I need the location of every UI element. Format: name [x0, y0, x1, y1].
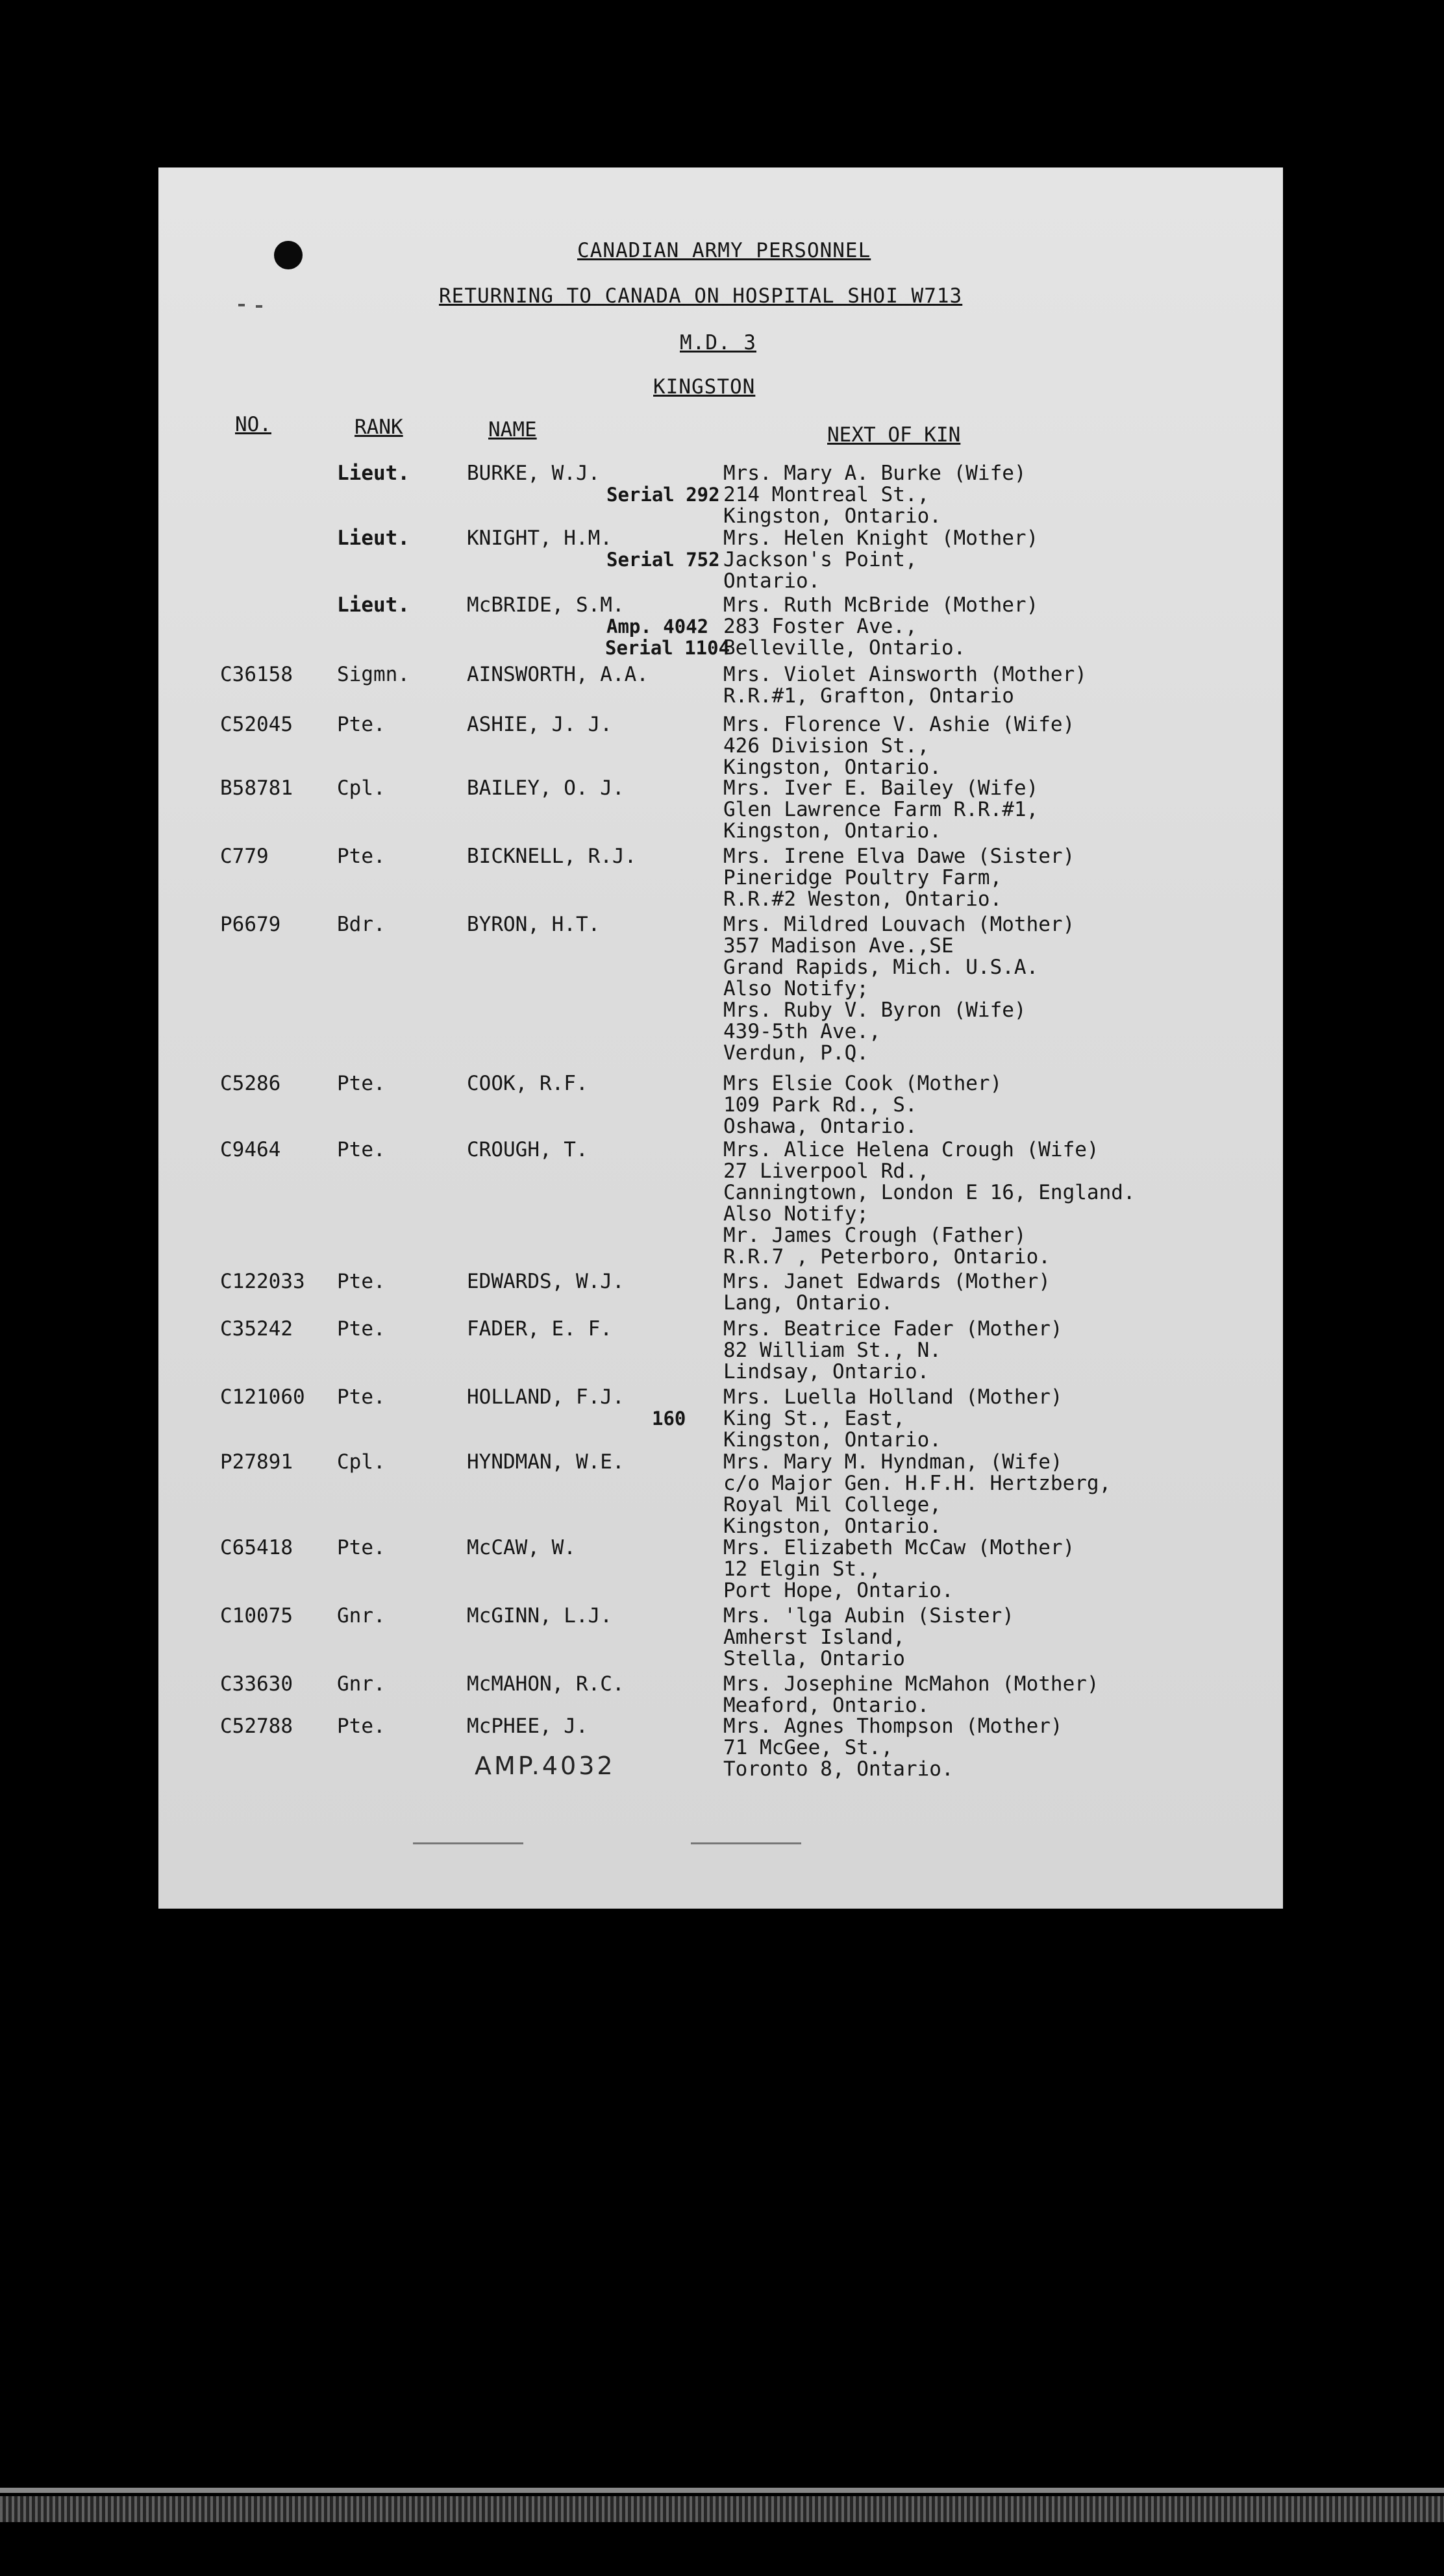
- soldier-name: McPHEE, J.: [467, 1715, 588, 1738]
- next-of-kin: [723, 1537, 1075, 1602]
- kin-line: Lindsay, Ontario.: [723, 1360, 930, 1383]
- next-of-kin: [723, 1605, 1014, 1670]
- rank: Lieut.: [337, 593, 410, 617]
- kin-line: Kingston, Ontario.: [723, 756, 941, 779]
- soldier-name: KNIGHT, H.M.: [467, 526, 612, 550]
- kin-line: 357 Madison Ave.,SE: [723, 934, 954, 958]
- service-number: P6679: [220, 913, 281, 936]
- rank: Pte.: [337, 1072, 386, 1095]
- kin-line: Mrs. Beatrice Fader (Mother): [723, 1317, 1063, 1341]
- soldier-name: COOK, R.F.: [467, 1072, 588, 1095]
- next-of-kin: [723, 1387, 1063, 1451]
- next-of-kin: [723, 463, 1027, 527]
- rank: Cpl.: [337, 1450, 386, 1474]
- doc-subtitle: RETURNING TO CANADA ON HOSPITAL SHOI W713: [439, 284, 963, 308]
- kin-line: Pineridge Poultry Farm,: [723, 866, 1002, 889]
- street-number: 160: [652, 1407, 686, 1430]
- service-number: C36158: [220, 663, 293, 686]
- kin-line: Mrs. Janet Edwards (Mother): [723, 1270, 1051, 1293]
- serial-number: Serial 752: [606, 549, 720, 571]
- service-number: C33630: [220, 1672, 293, 1696]
- rank: Pte.: [337, 845, 386, 868]
- kin-line: Kingston, Ontario.: [723, 1428, 941, 1452]
- col-header-rank: RANK: [355, 415, 403, 439]
- kin-line: Amherst Island,: [723, 1626, 905, 1649]
- soldier-name: CROUGH, T.: [467, 1138, 588, 1161]
- kin-line: Mrs. Florence V. Ashie (Wife): [723, 713, 1075, 736]
- kin-line: Mrs. Violet Ainsworth (Mother): [723, 663, 1087, 686]
- kin-line: Verdun, P.Q.: [723, 1041, 869, 1065]
- kin-line: 109 Park Rd., S.: [723, 1093, 917, 1117]
- kin-line: 439-5th Ave.,: [723, 1020, 881, 1043]
- rank: Sigmn.: [337, 663, 410, 686]
- service-number: C52788: [220, 1715, 293, 1738]
- soldier-name: McMAHON, R.C.: [467, 1672, 625, 1696]
- divider: [413, 1842, 523, 1844]
- city: KINGSTON: [653, 375, 756, 399]
- soldier-name: HOLLAND, F.J.: [467, 1385, 625, 1409]
- kin-line: Glen Lawrence Farm R.R.#1,: [723, 798, 1039, 821]
- kin-line: Mrs. Josephine McMahon (Mother): [723, 1672, 1099, 1696]
- kin-line: Mrs. Luella Holland (Mother): [723, 1385, 1063, 1409]
- soldier-name: McCAW, W.: [467, 1536, 576, 1559]
- soldier-name: BICKNELL, R.J.: [467, 845, 637, 868]
- kin-line: Royal Mil College,: [723, 1493, 941, 1517]
- kin-line: Mrs. Mildred Louvach (Mother): [723, 913, 1075, 936]
- soldier-name: BYRON, H.T.: [467, 913, 601, 936]
- kin-line: Meaford, Ontario.: [723, 1694, 930, 1717]
- film-strip: [0, 2496, 1444, 2522]
- kin-line: R.R.#2 Weston, Ontario.: [723, 887, 1002, 911]
- kin-line: Mrs. Mary M. Hyndman, (Wife): [723, 1450, 1063, 1474]
- service-number: C122033: [220, 1270, 305, 1293]
- rank: Lieut.: [337, 526, 410, 550]
- kin-line: Port Hope, Ontario.: [723, 1579, 954, 1602]
- next-of-kin: [723, 778, 1038, 842]
- next-of-kin: [723, 595, 1038, 659]
- rank: Gnr.: [337, 1672, 386, 1696]
- kin-line: Stella, Ontario: [723, 1647, 905, 1670]
- serial-number: Amp. 4042: [606, 615, 709, 638]
- rank: Cpl.: [337, 776, 386, 800]
- kin-line: Mrs. Helen Knight (Mother): [723, 526, 1039, 550]
- kin-line: c/o Major Gen. H.F.H. Hertzberg,: [723, 1472, 1112, 1495]
- divider: [691, 1842, 801, 1844]
- kin-line: Mrs Elsie Cook (Mother): [723, 1072, 1002, 1095]
- film-edge: [0, 2488, 1444, 2493]
- soldier-name: McGINN, L.J.: [467, 1604, 612, 1628]
- kin-line: Toronto 8, Ontario.: [723, 1757, 954, 1781]
- rank: Gnr.: [337, 1604, 386, 1628]
- amp-number: AMP.4032: [475, 1752, 616, 1780]
- next-of-kin: [723, 846, 1075, 910]
- next-of-kin: [723, 1674, 1099, 1716]
- rank: Pte.: [337, 1317, 386, 1341]
- soldier-name: EDWARDS, W.J.: [467, 1270, 625, 1293]
- kin-line: 283 Foster Ave.,: [723, 615, 917, 638]
- rank: Bdr.: [337, 913, 386, 936]
- soldier-name: AINSWORTH, A.A.: [467, 663, 649, 686]
- kin-line: Ontario.: [723, 569, 821, 593]
- soldier-name: HYNDMAN, W.E.: [467, 1450, 625, 1474]
- kin-line: 426 Division St.,: [723, 734, 930, 758]
- service-number: C121060: [220, 1385, 305, 1409]
- kin-line: Grand Rapids, Mich. U.S.A.: [723, 956, 1039, 979]
- kin-line: Also Notify;: [723, 977, 869, 1000]
- kin-line: King St., East,: [723, 1407, 905, 1430]
- next-of-kin: [723, 1073, 1002, 1137]
- col-header-no: NO.: [235, 413, 271, 436]
- scan-mark: [256, 305, 262, 308]
- rank: Lieut.: [337, 462, 410, 485]
- next-of-kin: [723, 1271, 1051, 1314]
- rank: Pte.: [337, 713, 386, 736]
- rank: Pte.: [337, 1715, 386, 1738]
- next-of-kin: [723, 528, 1038, 592]
- next-of-kin: [723, 714, 1075, 778]
- service-number: C779: [220, 845, 269, 868]
- kin-line: Mrs. Alice Helena Crough (Wife): [723, 1138, 1099, 1161]
- service-number: C35242: [220, 1317, 293, 1341]
- doc-title: CANADIAN ARMY PERSONNEL: [577, 239, 871, 262]
- next-of-kin: [723, 664, 1087, 707]
- soldier-name: ASHIE, J. J.: [467, 713, 612, 736]
- scan-mark: [238, 304, 245, 306]
- next-of-kin: [723, 914, 1075, 1064]
- rank: Pte.: [337, 1385, 386, 1409]
- service-number: C52045: [220, 713, 293, 736]
- kin-line: Mrs. Elizabeth McCaw (Mother): [723, 1536, 1075, 1559]
- serial-number: Serial 292: [606, 484, 720, 506]
- document-page: [158, 167, 1283, 1909]
- next-of-kin: [723, 1139, 1136, 1268]
- kin-line: 71 McGee, St.,: [723, 1736, 893, 1759]
- rank: Pte.: [337, 1536, 386, 1559]
- col-header-kin: NEXT OF KIN: [827, 423, 961, 447]
- kin-line: 82 William St., N.: [723, 1339, 941, 1362]
- kin-line: Mrs. Ruth McBride (Mother): [723, 593, 1039, 617]
- kin-line: Mrs. Irene Elva Dawe (Sister): [723, 845, 1075, 868]
- next-of-kin: [723, 1452, 1111, 1537]
- kin-line: Jackson's Point,: [723, 548, 917, 571]
- kin-line: Mrs. Iver E. Bailey (Wife): [723, 776, 1039, 800]
- kin-line: Mrs. 'lga Aubin (Sister): [723, 1604, 1014, 1628]
- col-header-name: NAME: [488, 418, 537, 441]
- kin-line: Lang, Ontario.: [723, 1291, 893, 1315]
- soldier-name: BURKE, W.J.: [467, 462, 601, 485]
- kin-line: Belleville, Ontario.: [723, 636, 966, 660]
- service-number: C65418: [220, 1536, 293, 1559]
- serial-number: Serial 1104: [605, 637, 730, 659]
- service-number: C10075: [220, 1604, 293, 1628]
- soldier-name: McBRIDE, S.M.: [467, 593, 625, 617]
- kin-line: Mrs. Mary A. Burke (Wife): [723, 462, 1027, 485]
- kin-line: R.R.#1, Grafton, Ontario: [723, 684, 1014, 708]
- kin-line: Kingston, Ontario.: [723, 504, 941, 528]
- kin-line: Mrs. Agnes Thompson (Mother): [723, 1715, 1063, 1738]
- rank: Pte.: [337, 1270, 386, 1293]
- kin-line: Mrs. Ruby V. Byron (Wife): [723, 998, 1027, 1022]
- district: M.D. 3: [680, 331, 756, 354]
- kin-line: Mr. James Crough (Father): [723, 1224, 1027, 1247]
- service-number: B58781: [220, 776, 293, 800]
- kin-line: Canningtown, London E 16, England.: [723, 1181, 1136, 1204]
- service-number: C9464: [220, 1138, 281, 1161]
- kin-line: Also Notify;: [723, 1202, 869, 1226]
- kin-line: Kingston, Ontario.: [723, 1515, 941, 1538]
- kin-line: R.R.7 , Peterboro, Ontario.: [723, 1245, 1051, 1269]
- rank: Pte.: [337, 1138, 386, 1161]
- service-number: P27891: [220, 1450, 293, 1474]
- next-of-kin: [723, 1319, 1063, 1383]
- kin-line: 27 Liverpool Rd.,: [723, 1159, 930, 1183]
- soldier-name: FADER, E. F.: [467, 1317, 612, 1341]
- punch-hole: [274, 241, 303, 269]
- kin-line: 12 Elgin St.,: [723, 1557, 881, 1581]
- next-of-kin: [723, 1716, 1063, 1780]
- soldier-name: BAILEY, O. J.: [467, 776, 625, 800]
- kin-line: Kingston, Ontario.: [723, 819, 941, 843]
- service-number: C5286: [220, 1072, 281, 1095]
- kin-line: 214 Montreal St.,: [723, 483, 930, 506]
- kin-line: Oshawa, Ontario.: [723, 1115, 917, 1138]
